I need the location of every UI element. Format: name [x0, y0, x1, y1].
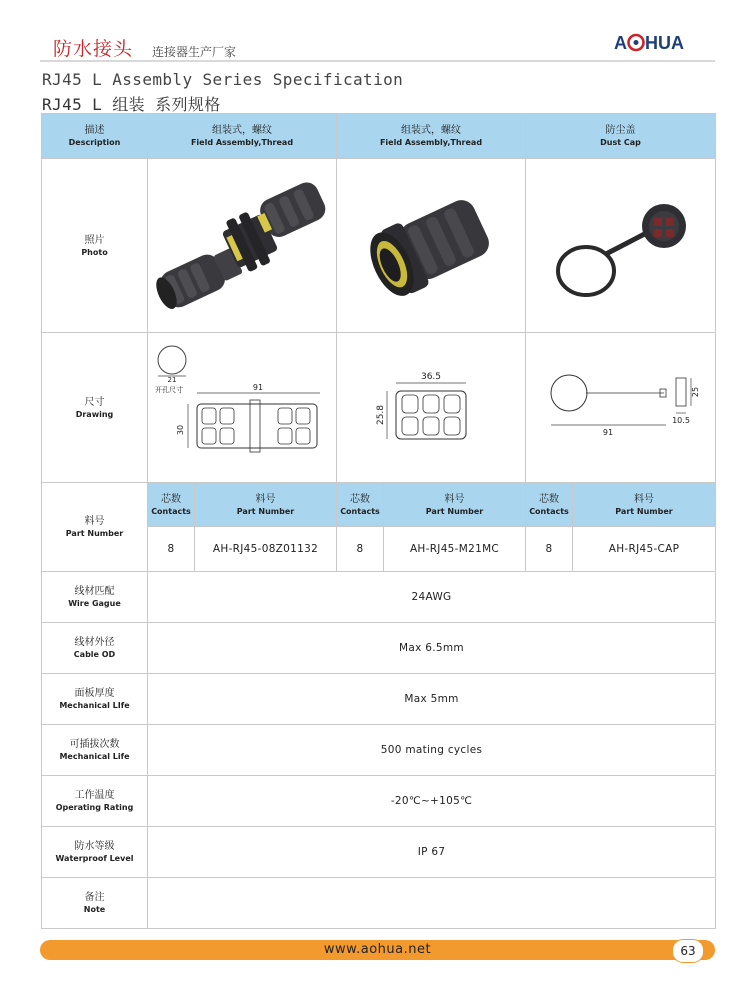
spec-value: IP 67 [148, 827, 716, 878]
spec-label: 防水等级 Waterproof Level [42, 827, 148, 878]
height-dimension: 30 [175, 424, 185, 435]
spec-table [41, 113, 716, 929]
catalog-section-title: 防水接头 [53, 38, 134, 60]
header-field-assembly-2: 组装式，螺纹 Field Assembly,Thread [337, 114, 526, 159]
svg-text:A: A [614, 33, 627, 53]
dust-cap-height: 25 [690, 386, 700, 397]
spec-label: 备注 Note [42, 878, 148, 929]
spec-value: 24AWG [148, 572, 716, 623]
height-dimension-b: 25.8 [376, 404, 386, 425]
footer-bar [40, 940, 715, 960]
hole-dimension: 21 [167, 375, 176, 384]
page-title-cn: RJ45 L 组装 系列规格 [42, 95, 221, 114]
photo-assembly-1 [148, 159, 337, 333]
contacts-header-1: 芯数 Contacts [148, 483, 195, 527]
spec-row-cable-od [42, 623, 716, 674]
page-number: 63 [672, 939, 704, 963]
contacts-header-3: 芯数 Contacts [526, 483, 573, 527]
photo-assembly-2 [337, 159, 526, 333]
contacts-value-3: 8 [526, 527, 573, 572]
photo-row [42, 159, 716, 333]
spec-value [148, 878, 716, 929]
website-link[interactable]: www.aohua.net [323, 942, 432, 957]
pn-header-3: 料号 Part Number [573, 483, 716, 527]
photo-dust-cap [526, 159, 716, 333]
spec-value: Max 5mm [148, 674, 716, 725]
header-description: 描述 Description [42, 114, 148, 159]
spec-label: 工作温度 Operating Rating [42, 776, 148, 827]
pn-header-2: 料号 Part Number [384, 483, 526, 527]
width-dimension: 36.5 [420, 371, 442, 382]
catalog-section-subtitle: 连接器生产厂家 [152, 45, 237, 59]
dust-cap-depth: 10.5 [671, 415, 690, 425]
part-number-2: AH-RJ45-M21MC [384, 527, 526, 572]
page-title-en: RJ45 L Assembly Series Specification [42, 70, 404, 89]
spec-row-operating-temp [42, 776, 716, 827]
drawing-assembly-2 [337, 333, 526, 483]
contacts-value-2: 8 [337, 527, 384, 572]
spec-value: 500 mating cycles [148, 725, 716, 776]
length-dimension: 91 [252, 382, 263, 392]
header-divider [40, 60, 715, 62]
header-dust-cap: 防尘盖 Dust Cap [526, 114, 716, 159]
part-header-row [42, 483, 716, 527]
drawing-row [42, 333, 716, 483]
spec-row-waterproof [42, 827, 716, 878]
contacts-value-1: 8 [148, 527, 195, 572]
assembly-2-drawing [371, 353, 491, 463]
spec-label: 面板厚度 Mechanical LIfe [42, 674, 148, 725]
dust-cap-length: 91 [602, 427, 613, 437]
part-number-1: AH-RJ45-08Z01132 [195, 527, 337, 572]
drawing-label: 尺寸 Drawing [42, 333, 148, 483]
spec-row-note [42, 878, 716, 929]
spec-label: 可插拔次数 Mechanical Life [42, 725, 148, 776]
spec-value: -20℃~+105℃ [148, 776, 716, 827]
pn-header-1: 料号 Part Number [195, 483, 337, 527]
connector-kit-photo [150, 166, 335, 326]
aohua-logo [614, 30, 706, 54]
spec-label: 线材匹配 Wire Gague [42, 572, 148, 623]
spec-value: Max 6.5mm [148, 623, 716, 674]
spec-label: 线材外径 Cable OD [42, 623, 148, 674]
part-number-3: AH-RJ45-CAP [573, 527, 716, 572]
dust-cap-photo [536, 176, 706, 316]
contacts-header-2: 芯数 Contacts [337, 483, 384, 527]
dust-cap-drawing [536, 353, 706, 463]
spec-row-mating-cycles [42, 725, 716, 776]
drawing-dust-cap [526, 333, 716, 483]
table-header-row [42, 114, 716, 159]
photo-label: 照片 Photo [42, 159, 148, 333]
spec-row-panel-thickness [42, 674, 716, 725]
hole-label: 开孔尺寸 [154, 385, 183, 394]
svg-text:HUA: HUA [645, 33, 684, 53]
drawing-assembly-1 [148, 333, 337, 483]
part-label: 料号 Part Number [42, 483, 148, 572]
spec-row-wire-gauge [42, 572, 716, 623]
assembly-1-drawing [150, 338, 335, 478]
header-field-assembly-1: 组装式，螺纹 Field Assembly,Thread [148, 114, 337, 159]
assembled-connector-photo [356, 171, 506, 321]
